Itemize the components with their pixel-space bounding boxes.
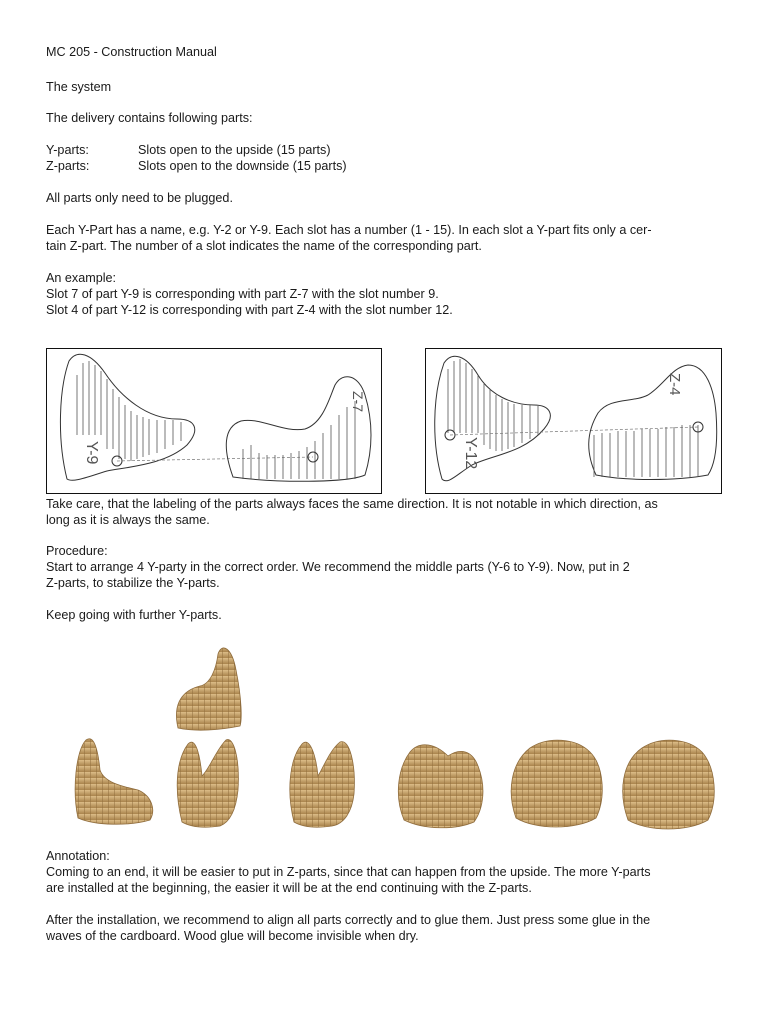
example-line: Slot 4 of part Y-12 is corresponding with part Z-4 with the slot number 12. xyxy=(46,303,453,317)
part-key: Z-parts: xyxy=(46,159,90,173)
procedure-paragraph: Start to arrange 4 Y-party in the correct order. We recommend the middle parts (Y-6 to Y-9). Now, put in 2 Z-parts, to stabilize the Y-parts. xyxy=(46,560,630,590)
system-heading: The system xyxy=(46,80,112,94)
figure-y9-z7 xyxy=(46,348,382,494)
parts-row-y xyxy=(46,142,331,158)
labeling-paragraph: Take care, that the labeling of the parts always faces the same direction. It is not notable in which direction, as long as it is always the same. xyxy=(46,497,658,527)
assembly-sequence-image xyxy=(60,640,720,840)
assembly-stage-1 xyxy=(75,739,153,825)
assembly-stage-3 xyxy=(290,742,355,828)
example-line: Slot 7 of part Y-9 is corresponding with part Z-7 with the slot number 9. xyxy=(46,287,439,301)
keep-going-note: Keep going with further Y-parts. xyxy=(46,608,222,622)
part-desc: Slots open to the downside (15 parts) xyxy=(138,159,347,173)
y-part-label: Y-9 xyxy=(83,441,100,465)
z-part-label: Z-4 xyxy=(666,373,683,396)
delivery-intro: The delivery contains following parts: xyxy=(46,111,253,125)
assembly-stage-2 xyxy=(177,740,238,828)
annotation-paragraph: Coming to an end, it will be easier to put in Z-parts, since that can happen from the upside. The more Y-parts are installed at the beginning, the easier it will be at the end continuing with the Z-parts. xyxy=(46,865,651,895)
assembly-stage-6 xyxy=(623,740,715,829)
example-heading: An example: xyxy=(46,271,117,285)
single-y-part xyxy=(176,648,241,730)
parts-row-z xyxy=(46,158,347,174)
glue-paragraph: After the installation, we recommend to align all parts correctly and to glue them. Just press some glue in the waves of the cardboard. Wood glue will become invisible when dry. xyxy=(46,913,651,943)
plug-note: All parts only need to be plugged. xyxy=(46,191,233,205)
part-desc: Slots open to the upside (15 parts) xyxy=(138,143,331,157)
assembly-stage-5 xyxy=(511,740,602,827)
figure-y12-z4 xyxy=(425,348,722,494)
part-key: Y-parts: xyxy=(46,143,89,157)
annotation-heading: Annotation: xyxy=(46,849,110,863)
part-drawing xyxy=(47,349,381,493)
part-drawing xyxy=(426,349,721,493)
z-part-label: Z-7 xyxy=(350,391,366,412)
document-title: MC 205 - Construction Manual xyxy=(46,45,217,59)
assembly-stage-4 xyxy=(398,745,483,828)
y-part-label: Y-12 xyxy=(462,437,479,470)
procedure-heading: Procedure: xyxy=(46,544,108,558)
naming-paragraph: Each Y-Part has a name, e.g. Y-2 or Y-9. Each slot has a number (1 - 15). In each slot a Y-part fits only a cer- tain Z-part. The number of a slot indicates the name of the corresponding part. xyxy=(46,223,652,253)
